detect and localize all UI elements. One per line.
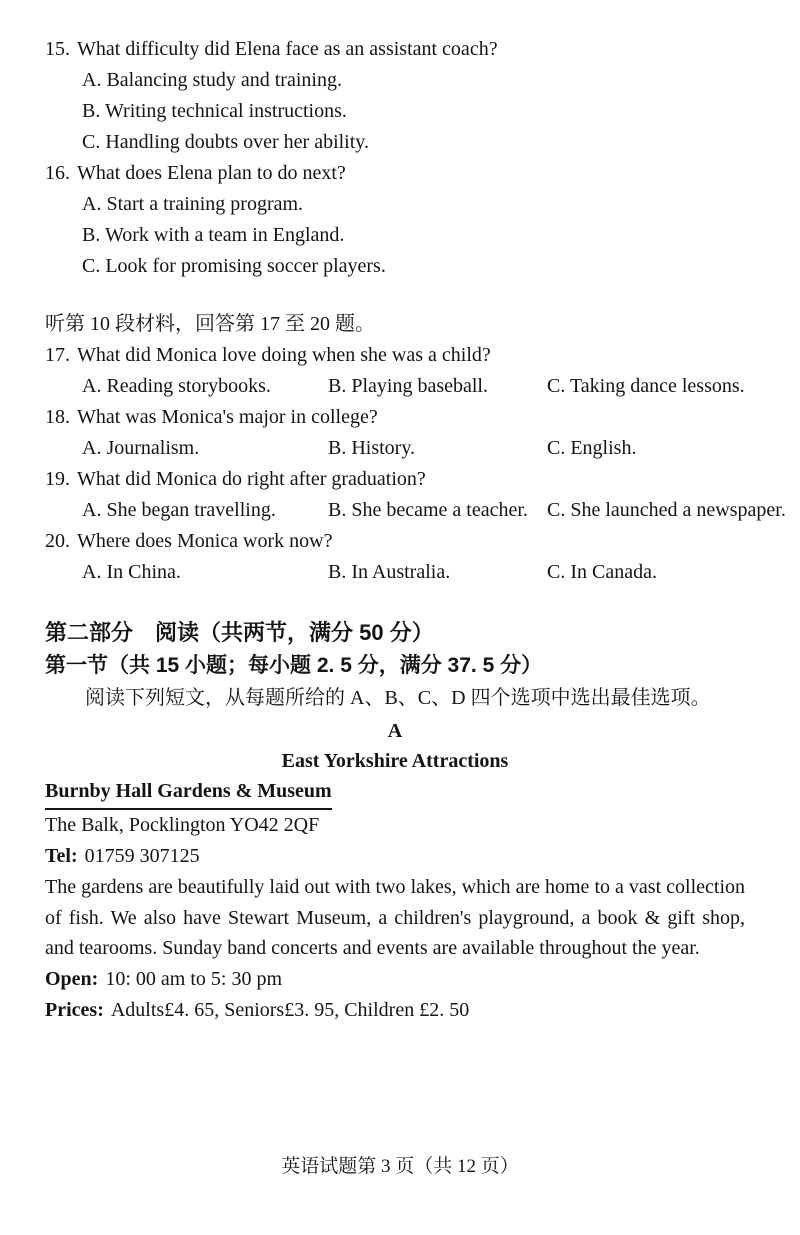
question-number: 16. [45, 162, 70, 184]
question-number: 19. [45, 468, 70, 490]
question-number: 18. [45, 406, 70, 428]
option-b: B. She became a teacher. [328, 499, 528, 521]
question-number: 20. [45, 530, 70, 552]
question-line [45, 464, 745, 495]
option-b: B. Work with a team in England. [82, 224, 345, 246]
option-a: A. Balancing study and training. [82, 69, 342, 91]
passage-label: A [387, 720, 403, 742]
option-c: C. Handling doubts over her ability. [82, 131, 369, 153]
question-line [45, 34, 745, 65]
question-line [45, 402, 745, 433]
attraction-name-heading [45, 776, 745, 810]
open-label: Open: [45, 967, 99, 990]
options-row [45, 371, 745, 402]
option-c: C. Look for promising soccer players. [82, 255, 386, 277]
tel-label: Tel: [45, 845, 78, 867]
options-row [45, 433, 745, 464]
option-a: A. Start a training program. [82, 193, 304, 215]
option-a: A. In China. [82, 561, 181, 583]
question-text: What difficulty did Elena face as an assistant coach? [77, 38, 498, 60]
reading-instruction: 阅读下列短文，从每题所给的 A、B、C、D 四个选项中选出最佳选项。 [85, 687, 711, 709]
section1-header: 第一节（共 15 小题；每小题 2. 5 分，满分 37. 5 分） [45, 654, 543, 677]
option-b: B. Playing baseball. [328, 375, 488, 397]
question-number: 15. [45, 38, 70, 60]
page-footer: 英语试题第 3 页（共 12 页） [281, 1156, 519, 1177]
question-text: What did Monica do right after graduation? [77, 468, 426, 490]
attraction-prices-line [45, 995, 745, 1026]
listening-note: 听第 10 段材料，回答第 17 至 20 题。 [45, 313, 375, 335]
option-c: C. English. [547, 437, 637, 459]
question-number: 17. [45, 344, 70, 366]
question-line [45, 340, 745, 371]
question-text: What does Elena plan to do next? [77, 162, 346, 184]
prices-value: Adults£4. 65, Seniors£3. 95, Children £2. 50 [110, 998, 470, 1021]
prices-label: Prices: [45, 998, 104, 1021]
option-c: C. She launched a newspaper. [547, 499, 786, 521]
option-b: B. History. [328, 437, 416, 459]
option-a: A. Reading storybooks. [82, 375, 271, 397]
attraction-address: The Balk, Pocklington YO42 2QF [45, 814, 320, 836]
question-15 [45, 34, 745, 158]
tel-value: 01759 307125 [84, 845, 200, 867]
option-a: A. She began travelling. [82, 499, 276, 521]
attraction-open-line [45, 964, 745, 995]
open-value: 10: 00 am to 5: 30 pm [105, 967, 283, 990]
question-17 [45, 340, 745, 402]
option-b: B. In Australia. [328, 561, 451, 583]
option-c: C. Taking dance lessons. [547, 375, 745, 397]
question-line [45, 526, 745, 557]
question-19 [45, 464, 786, 526]
question-text: Where does Monica work now? [77, 530, 333, 552]
attraction-name: Burnby Hall Gardens & Museum [45, 776, 332, 810]
option-c: C. In Canada. [547, 561, 657, 583]
passage-title: East Yorkshire Attractions [281, 750, 509, 772]
option-a: A. Journalism. [82, 437, 200, 459]
option-b: B. Writing technical instructions. [82, 100, 347, 122]
options-row [45, 495, 786, 526]
attraction-description: The gardens are beautifully laid out with two lakes, which are home to a vast collection of fish. We also have Stewart Museum, a children's playground, a book & gift shop, and tearooms. Sunday band concerts and events are available throughout the year. [45, 876, 745, 959]
options-row [45, 557, 745, 588]
question-20 [45, 526, 745, 588]
attraction-tel-line [45, 841, 745, 872]
question-text: What was Monica's major in college? [77, 406, 378, 428]
question-text: What did Monica love doing when she was a child? [77, 344, 491, 366]
question-16 [45, 158, 745, 282]
part2-header: 第二部分 阅读（共两节，满分 50 分） [45, 620, 434, 645]
question-18 [45, 402, 745, 464]
question-line [45, 158, 745, 189]
